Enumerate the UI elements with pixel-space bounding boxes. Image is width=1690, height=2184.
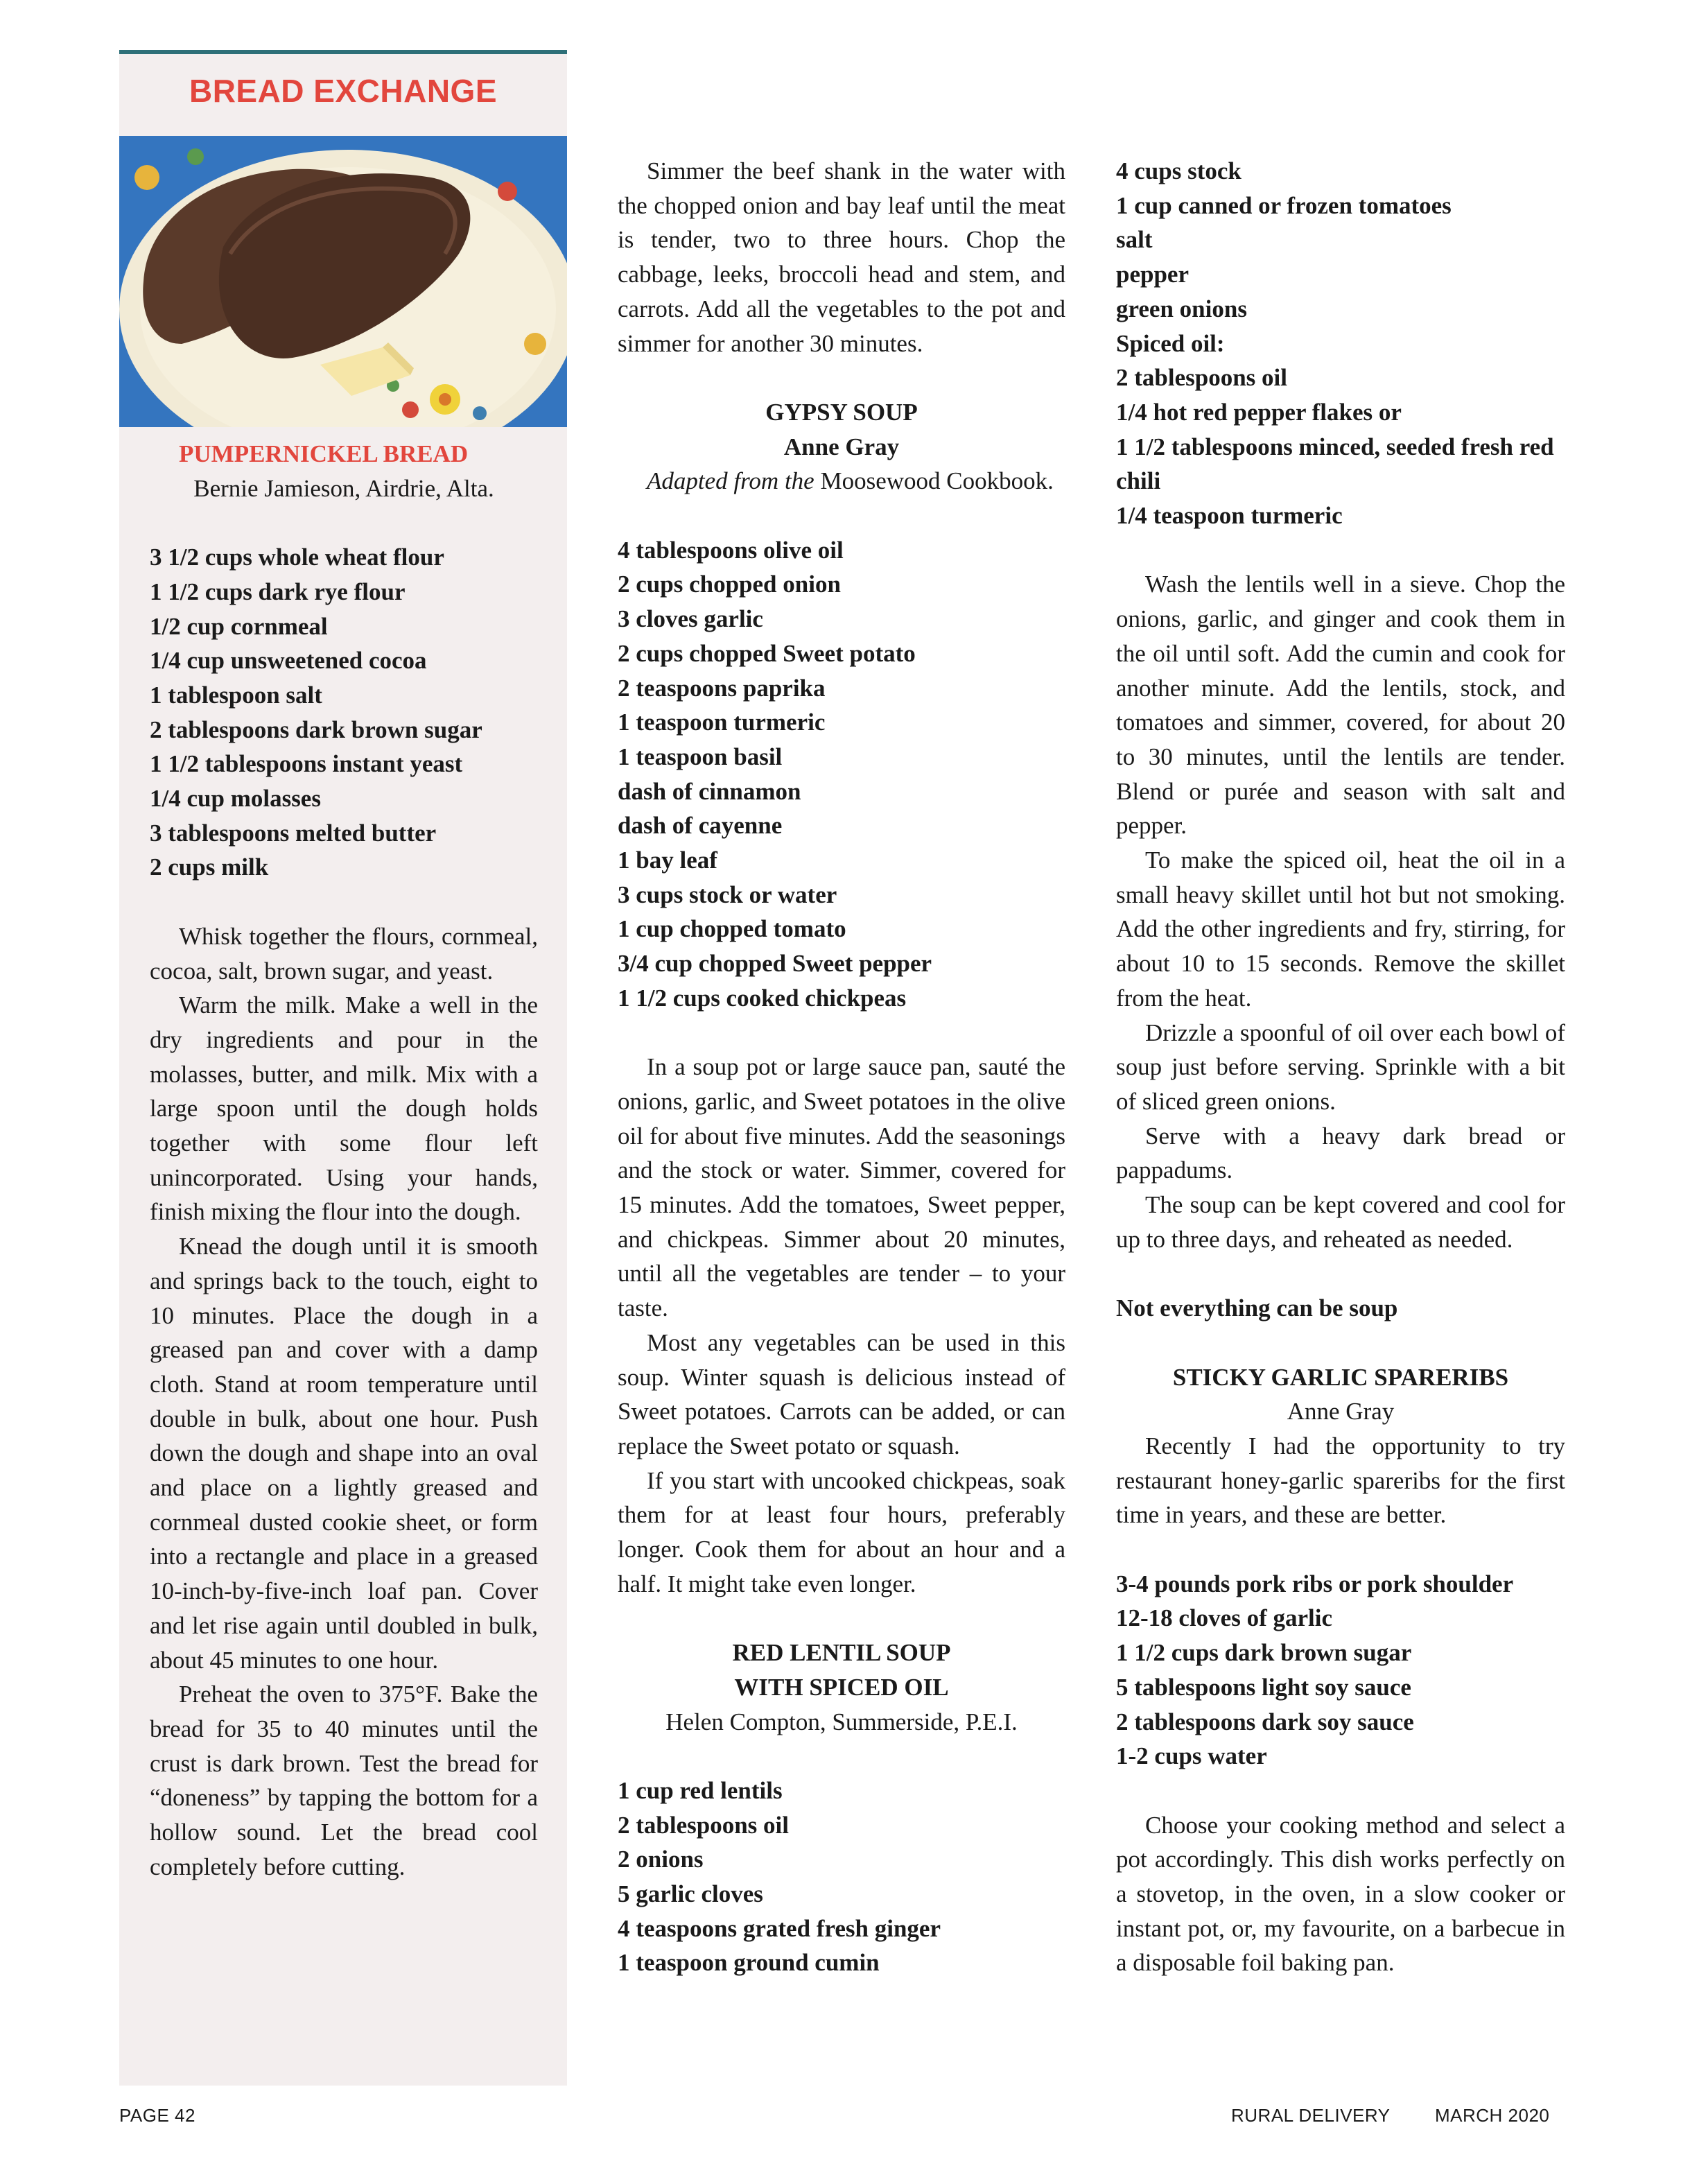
ingredient: dash of cayenne: [618, 812, 783, 840]
page-number: PAGE 42: [119, 2105, 195, 2126]
ingredient: dash of cinnamon: [618, 777, 801, 805]
ingredient: 1 teaspoon ground cumin: [618, 1949, 880, 1977]
ingredient: 2 cups milk: [150, 853, 269, 881]
ingredient: 2 tablespoons dark soy sauce: [1116, 1708, 1414, 1735]
paragraph: Simmer the beef shank in the water with the chopped onion and bay leaf until the meat is tender, two to three hours. Chop the cabbage, leeks, broccoli head and stem, and carrots. Add all the vegetables to the pot and simmer for another 30 minutes.: [618, 157, 1065, 357]
adapted-italic: Adapted from the: [647, 467, 814, 495]
ingredient: 4 tablespoons olive oil: [618, 536, 844, 564]
ingredient: 1 tablespoon salt: [150, 681, 322, 709]
ingredient: 1 teaspoon turmeric: [618, 709, 826, 736]
paragraph: Wash the lentils well in a sieve. Chop the onions, garlic, and ginger and cook them in the oil until soft. Add the cumin and cook for another minute. Add the lentils, stock, and tomatoes and simmer, covered, for about 20 to 30 minutes, until the lentils are tender. Blend or purée and season with salt and pepper.: [1116, 571, 1565, 840]
section-title: BREAD EXCHANGE: [189, 73, 498, 109]
ingredient: 1 1/2 tablespoons minced, seeded fresh red chili: [1116, 433, 1554, 495]
ingredient: 2 onions: [618, 1846, 704, 1873]
paragraph: Most any vegetables can be used in this soup. Winter squash is delicious instead of Sweet potatoes. Carrots can be added, or can replace the Sweet potato or squash.: [618, 1328, 1065, 1459]
ingredient: 1-2 cups water: [1116, 1742, 1267, 1770]
ingredient: 1/4 teaspoon turmeric: [1116, 502, 1343, 530]
ingredient: 1 1/2 tablespoons instant yeast: [150, 750, 463, 778]
ingredient: pepper: [1116, 261, 1189, 288]
ingredient: 5 tablespoons light soy sauce: [1116, 1673, 1411, 1701]
paragraph: Recently I had the opportunity to try restaurant honey-garlic spareribs for the first time in years, and these are better.: [1116, 1432, 1565, 1529]
paragraph: To make the spiced oil, heat the oil in a small heavy skillet until hot but not smoking. Add the other ingredients and fry, stirring, for about 10 to 15 seconds. Remove the skillet from the heat.: [1116, 847, 1565, 1012]
ingredient: 1 teaspoon basil: [618, 743, 783, 770]
recipe-author: Anne Gray: [783, 433, 900, 460]
recipe-byline: Bernie Jamieson, Airdrie, Alta.: [193, 474, 494, 502]
ingredient: 3/4 cup chopped Sweet pepper: [618, 950, 932, 978]
paragraph: Warm the milk. Make a well in the dry ingredients and pour in the molasses, butter, and milk. Mix with a large spoon until the dough holds together with some flour left unincorporated. Using your hands, finish mixing the flour into the dough.: [150, 991, 538, 1226]
ingredient: 4 teaspoons grated fresh ginger: [618, 1914, 941, 1942]
ingredient: 2 tablespoons oil: [618, 1811, 789, 1839]
recipe-title: RED LENTIL SOUP: [732, 1639, 951, 1667]
paragraph: Drizzle a spoonful of oil over each bowl of soup just before serving. Sprinkle with a bit of sliced green onions.: [1116, 1019, 1565, 1115]
ingredient: 2 cups chopped Sweet potato: [618, 639, 916, 667]
paragraph: If you start with uncooked chickpeas, soak them for at least four hours, preferably longer. Cook them for about an hour and a half. It might take even longer.: [618, 1466, 1065, 1597]
ingredient: salt: [1116, 226, 1153, 254]
subheading: Not everything can be soup: [1116, 1294, 1398, 1322]
publication-name: RURAL DELIVERY: [1231, 2105, 1391, 2126]
ingredient: 4 cups stock: [1116, 157, 1242, 184]
ingredient: 1 bay leaf: [618, 847, 717, 874]
ingredient: green onions: [1116, 295, 1247, 322]
column-3: [1116, 154, 1565, 1980]
ingredient: Spiced oil:: [1116, 329, 1225, 357]
issue-date: MARCH 2020: [1435, 2105, 1550, 2126]
ingredient: 3 tablespoons melted butter: [150, 819, 437, 847]
recipe-title: GYPSY SOUP: [765, 398, 918, 426]
ingredient: 2 teaspoons paprika: [618, 674, 826, 702]
ingredient: 1/4 cup molasses: [150, 785, 321, 813]
ingredient: 1 cup red lentils: [618, 1776, 783, 1804]
ingredient: 1 1/2 cups cooked chickpeas: [618, 984, 907, 1012]
ingredient: 1/4 cup unsweetened cocoa: [150, 647, 427, 675]
paragraph: In a soup pot or large sauce pan, sauté the onions, garlic, and Sweet potatoes in the olive oil for about five minutes. Add the seasonings and the stock or water. Simmer, covered for 15 minutes. Add the tomatoes, Sweet pepper, and chickpeas. Simmer about 20 minutes, until all the vegetables are tender – to your taste.: [618, 1053, 1065, 1322]
pumpernickel-photo: [119, 136, 567, 427]
column-2: [618, 154, 1065, 1980]
recipe-title-line-2: WITH SPICED OIL: [734, 1673, 949, 1701]
adapted-note: [618, 464, 1065, 499]
ingredient: 2 cups chopped onion: [618, 571, 841, 598]
ingredient: 1/2 cup cornmeal: [150, 612, 328, 640]
recipe-title: PUMPERNICKEL BREAD: [179, 440, 469, 467]
ingredient: 1 cup chopped tomato: [618, 915, 846, 943]
recipe-byline: Helen Compton, Summerside, P.E.I.: [665, 1708, 1018, 1735]
adapted-source: Moosewood Cookbook.: [814, 467, 1054, 495]
ingredient: 2 tablespoons dark brown sugar: [150, 716, 482, 743]
paragraph: Preheat the oven to 375°F. Bake the bread for 35 to 40 minutes until the crust is dark brown. Test the bread for “doneness” by tapping the bottom for a hollow sound. Let the bread cool completely before cutting.: [150, 1681, 538, 1880]
ingredient: 1 cup canned or frozen tomatoes: [1116, 191, 1452, 219]
ingredient: 1 1/2 cups dark rye flour: [150, 578, 406, 605]
ingredient: 3 cups stock or water: [618, 881, 837, 908]
paragraph: Knead the dough until it is smooth and springs back to the touch, eight to 10 minutes. Place the dough in a greased pan and cover with a damp cloth. Stand at room temperature until double in bulk, about one hour. Push down the dough and shape into an oval and place on a lightly greased and cornmeal dusted cookie sheet, or form into a rectangle and place in a greased 10-inch-by-five-inch loaf pan. Cover and let rise again until doubled in bulk, about 45 minutes to one hour.: [150, 1233, 538, 1674]
ingredient: 5 garlic cloves: [618, 1880, 763, 1908]
ingredient: 3 1/2 cups whole wheat flour: [150, 544, 444, 571]
ingredient: 2 tablespoons oil: [1116, 364, 1287, 392]
ingredient: 12-18 cloves of garlic: [1116, 1604, 1332, 1632]
paragraph: Choose your cooking method and select a pot accordingly. This dish works perfectly on a stovetop, in the oven, in a slow cooker or instant pot, or, my favourite, on a barbecue in a disposable foil baking pan.: [1116, 1811, 1565, 1977]
paragraph: The soup can be kept covered and cool for up to three days, and reheated as needed.: [1116, 1191, 1565, 1253]
paragraph: Whisk together the flours, cornmeal, cocoa, salt, brown sugar, and yeast.: [150, 922, 538, 985]
ingredient: 3-4 pounds pork ribs or pork shoulder: [1116, 1570, 1514, 1597]
ingredient: 1/4 hot red pepper flakes or: [1116, 398, 1402, 426]
recipe-author: Anne Gray: [1287, 1398, 1395, 1425]
column-1: [150, 437, 538, 1884]
ingredient: 3 cloves garlic: [618, 605, 763, 633]
ingredient: 1 1/2 cups dark brown sugar: [1116, 1639, 1412, 1667]
paragraph: Serve with a heavy dark bread or pappadums.: [1116, 1122, 1565, 1184]
recipe-title: STICKY GARLIC SPARERIBS: [1172, 1363, 1509, 1391]
